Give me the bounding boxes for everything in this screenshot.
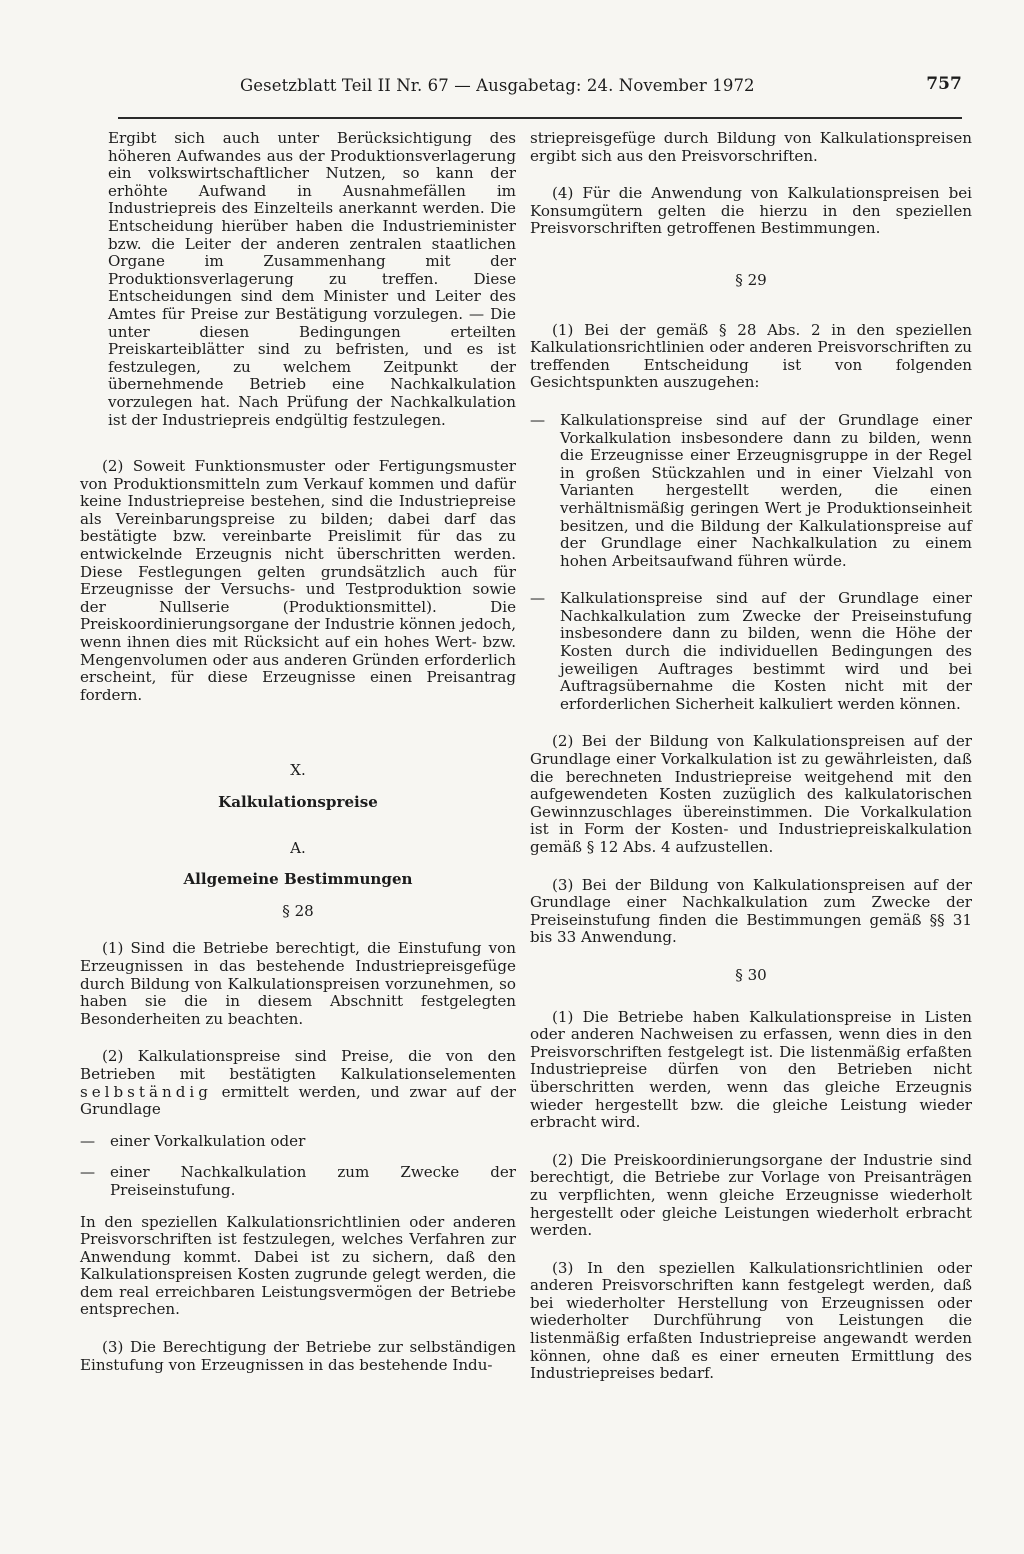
list-item-text: Kalkulationspreise sind auf der Grundlage einer Vorkalkulation insbesondere dann zu bilden, wenn die Erzeugnisse einer Erzeugnisgruppe in der Regel in großen Stückzahlen und in einer Vielzahl von Varianten hergestellt werden, die einen verhältnismäßig geringen Wert je Produktionseinheit besitzen, und die Bildung der Kalkulationspreise auf der Grundlage einer Nachkalkulation zu einem hohen Arbeitsaufwand führen würde. [560,410,972,570]
paragraph-28-2-start: (2) Kalkulationspreise sind Preise, die von den Betrieben mit bestätigten Kalkulationselementen [80,1047,516,1083]
paragraph-28-3: (3) Die Berechtigung der Betriebe zur selbständigen Einstufung von Erzeugnissen in das bestehende Indu- [80,1338,516,1374]
subsection-letter: A. [290,838,306,857]
paragraph-28-1: (1) Sind die Betriebe berechtigt, die Einstufung von Erzeugnissen in das bestehende Industriepreisgefüge durch Bildung von Kalkulationspreisen vorzunehmen, so haben sie die in diesem Abschnitt festgelegten Besonderheiten zu beachten. [80,939,516,1028]
paragraph-28-2 [80,1048,516,1118]
dash-bullet: — [530,410,546,429]
list-item-text: einer Vorkalkulation oder [110,1131,306,1150]
paragraph-heading-29: § 29 [735,270,767,289]
paragraph-30-3: (3) In den speziellen Kalkulationsrichtlinien oder anderen Preisvorschriften kann festgelegt werden, daß bei wiederholter Herstellung von Erzeugnissen oder wiederholter Durchführung von Leistungen die listenmäßig erfaßten Industriepreise angewandt werden können, ohne daß es einer erneuten Ermittlung des Industriepreises bedarf. [530,1258,972,1383]
paragraph-heading-28: § 28 [282,901,314,920]
paragraph-28-3-continued: striepreisgefüge durch Bildung von Kalkulationspreisen ergibt sich aus den Preisvorschriften. [530,129,972,165]
header-title: Gesetzblatt Teil II Nr. 67 — Ausgabetag: 24. November 1972 [240,76,755,95]
header-rule [118,117,962,119]
list-item [80,1133,516,1151]
list-item [80,1164,516,1199]
list-item [530,590,972,713]
dash-bullet: — [80,1163,96,1182]
page-number: 757 [926,74,962,94]
paragraph-28-2-continued: In den speziellen Kalkulationsrichtlinien oder anderen Preisvorschriften ist festzulegen, welches Verfahren zur Anwendung kommt. Dabei ist zu sichern, daß den Kalkulationspreisen Kosten zugrunde gelegt werden, die dem real erreichbaren Leistungsvermögen der Betriebe entsprechen. [80,1212,516,1319]
paragraph-29-1: (1) Bei der gemäß § 28 Abs. 2 in den speziellen Kalkulationsrichtlinien oder anderen Preisvorschriften zu treffenden Entscheidung ist von folgenden Gesichtspunkten auszugehen: [530,320,972,392]
left-column [80,130,516,1374]
section-number: X. [290,761,306,780]
list-item-text: Kalkulationspreise sind auf der Grundlage einer Nachkalkulation zum Zwecke der Preiseinstufung insbesondere dann zu bilden, wenn die Höhe der Kosten durch die individuellen Bedingungen des jeweiligen Auftrages bestimmt wird und bei Auftragsübernahme die Kosten nicht mit der erforderlichen Sicherheit kalkuliert werden können. [560,589,972,713]
paragraph-28-4: (4) Für die Anwendung von Kalkulationspreisen bei Konsumgütern gelten die hierzu in den speziellen Preisvorschriften getroffenen Bestimmungen. [530,184,972,238]
dash-bullet: — [530,589,546,608]
subsection-title: Allgemeine Bestimmungen [183,870,413,889]
paragraph-continuation: Ergibt sich auch unter Berücksichtigung des höheren Aufwandes aus der Produktionsverlagerung ein volkswirtschaftlicher Nutzen, so kann der erhöhte Aufwand in Ausnahmefällen im Industriepreis des Einzelteils anerkannt werden. Die Entscheidung hierüber haben die Industrieminister bzw. die Leiter der anderen zentralen staatlichen Organe im Zusammenhang mit der Produktionsverlagerung zu treffen. Diese Entscheidungen sind dem Minister und Leiter des Amtes für Preise zur Bestätigung vorzulegen. — Die unter diesen Bedingungen erteilten Preiskarteiblätter sind zu befristen, und es ist festzulegen, zu welchem Zeitpunkt der übernehmende Betrieb eine Nachkalkulation vorzulegen hat. Nach Prüfung der Nachkalkulation ist der Industriepreis endgültig festzulegen. [108,129,516,429]
paragraph-30-1: (1) Die Betriebe haben Kalkulationspreise in Listen oder anderen Nachweisen zu erfassen, wenn dies in den Preisvorschriften festgelegt ist. Die listenmäßig erfaßten Industriepreise dürfen von den Betrieben nicht überschritten werden, wenn das gleiche Erzeugnis wieder hergestellt bzw. die gleiche Leistung wieder erbracht wird. [530,1007,972,1132]
list-item-text: einer Nachkalkulation zum Zwecke der Preiseinstufung. [110,1163,516,1199]
paragraph-28-2-end: ermittelt werden, und zwar auf der Grundlage [80,1082,516,1119]
paragraph-29-3: (3) Bei der Bildung von Kalkulationspreisen auf der Grundlage einer Nachkalkulation zum Zwecke der Preiseinstufung finden die Bestimmungen gemäß §§ 31 bis 33 Anwendung. [530,875,972,947]
paragraph-29-2: (2) Bei der Bildung von Kalkulationspreisen auf der Grundlage einer Vorkalkulation ist zu gewährleisten, daß die berechneten Industriepreise weitgehend mit den aufgewendeten Kosten zuzüglich des kalkulatorischen Gewinnzuschlages übereinstimmen. Die Vorkalkulation ist in Form der Kosten- und Industriepreiskalkulation gemäß § 12 Abs. 4 aufzustellen. [530,732,972,856]
section-title: Kalkulationspreise [218,793,378,811]
paragraph-heading-30: § 30 [735,965,767,984]
dash-bullet: — [80,1131,96,1150]
emphasis-spaced: selbständig [80,1082,212,1101]
paragraph-30-2: (2) Die Preiskoordinierungsorgane der Industrie sind berechtigt, die Betriebe zur Vorlage von Preisanträgen zu verpflichten, wenn gleiche Erzeugnisse wiederholt hergestellt oder gleiche Leistungen wiederholt erbracht werden. [530,1150,972,1240]
paragraph-27-2: (2) Soweit Funktionsmuster oder Fertigungsmuster von Produktionsmitteln zum Verkauf kommen und dafür keine Industriepreise bestehen, sind die Industriepreise als Vereinbarungspreise zu bilden; dabei darf das bestätigte bzw. vereinbarte Preislimit für das zu entwickelnde Erzeugnis nicht überschritten werden. Diese Festlegungen gelten grundsätzlich auch für Erzeugnisse der Versuchs- und Testproduktion sowie der Nullserie (Produktionsmittel). Die Preiskoordinierungsorgane der Industrie können jedoch, wenn ihnen dies mit Rücksicht auf ein hohes Wert- bzw. Mengenvolumen oder aus anderen Gründen erforderlich erscheint, für diese Erzeugnisse einen Preisantrag fordern. [80,457,516,704]
right-column [530,130,972,1383]
list-item [530,412,972,570]
